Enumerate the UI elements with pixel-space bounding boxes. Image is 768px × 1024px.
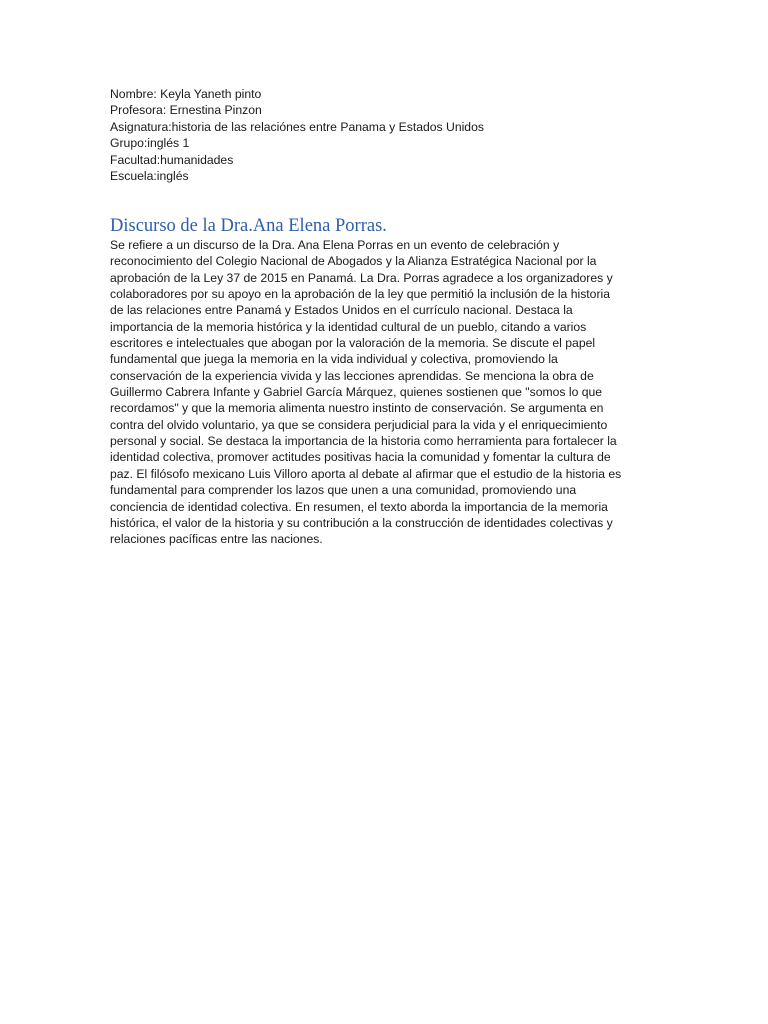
body-line: de las relaciones entre Panamá y Estados Unidos en el currículo nacional. Destaca la xyxy=(110,303,573,318)
body-line: aprobación de la Ley 37 de 2015 en Panamá. La Dra. Porras agradece a los organizadores y xyxy=(110,270,613,285)
document-title: Discurso de la Dra.Ana Elena Porras. xyxy=(110,216,387,236)
body-line: contra del olvido voluntario, ya que se considera perjudicial para la vida y el enriquecimiento xyxy=(110,417,608,432)
body-line: personal y social. Se destaca la importancia de la historia como herramienta para fortalecer la xyxy=(110,434,617,449)
body-line: recordamos" y que la memoria alimenta nuestro instinto de conservación. Se argumenta en xyxy=(110,401,604,416)
body-line: importancia de la memoria histórica y la identidad cultural de un pueblo, citando a varios xyxy=(110,319,587,334)
body-line: reconocimiento del Colegio Nacional de Abogados y la Alianza Estratégica Nacional por la xyxy=(110,254,597,269)
body-line: conciencia de identidad colectiva. En resumen, el texto aborda la importancia de la memoria xyxy=(110,499,608,514)
body-line: Se refiere a un discurso de la Dra. Ana Elena Porras en un evento de celebración y xyxy=(110,238,560,252)
faculty-info: Facultad:humanidades xyxy=(110,152,234,167)
student-name: Nombre: Keyla Yaneth pinto xyxy=(110,87,262,101)
body-line: fundamental para comprender los lazos que unen a una comunidad, promoviendo una xyxy=(110,483,577,498)
teacher-name: Profesora: Ernestina Pinzon xyxy=(110,103,262,118)
school-info: Escuela:inglés xyxy=(110,169,189,184)
body-line: conservación de la experiencia vivida y las lecciones aprendidas. Se menciona la obra de xyxy=(110,368,594,383)
body-line: Guillermo Cabrera Infante y Gabriel García Márquez, quienes sostienen que "somos lo que xyxy=(110,385,603,400)
group-info: Grupo:inglés 1 xyxy=(110,136,190,151)
body-line: fundamental que juega la memoria en la vida individual y colectiva, promoviendo la xyxy=(110,352,558,367)
body-line: paz. El filósofo mexicano Luis Villoro aporta al debate al afirmar que el estudio de la historia es xyxy=(110,466,622,481)
student-info-block xyxy=(110,86,670,184)
body-line: colaboradores por su apoyo en la aprobación de la ley que permitió la inclusión de la historia xyxy=(110,287,610,302)
body-line: escritores e intelectuales que abogan por la valoración de la memoria. Se discute el papel xyxy=(110,336,596,351)
body-line: identidad colectiva, promover actitudes positivas hacia la comunidad y fomentar la cultura de xyxy=(110,450,611,465)
body-line: histórica, el valor de la historia y su contribución a la construcción de identidades colectivas y xyxy=(110,515,613,530)
body-line: relaciones pacíficas entre las naciones. xyxy=(110,532,323,547)
course-subject: Asignatura:historia de las relaciónes entre Panama y Estados Unidos xyxy=(110,119,484,134)
document-body xyxy=(110,237,658,548)
